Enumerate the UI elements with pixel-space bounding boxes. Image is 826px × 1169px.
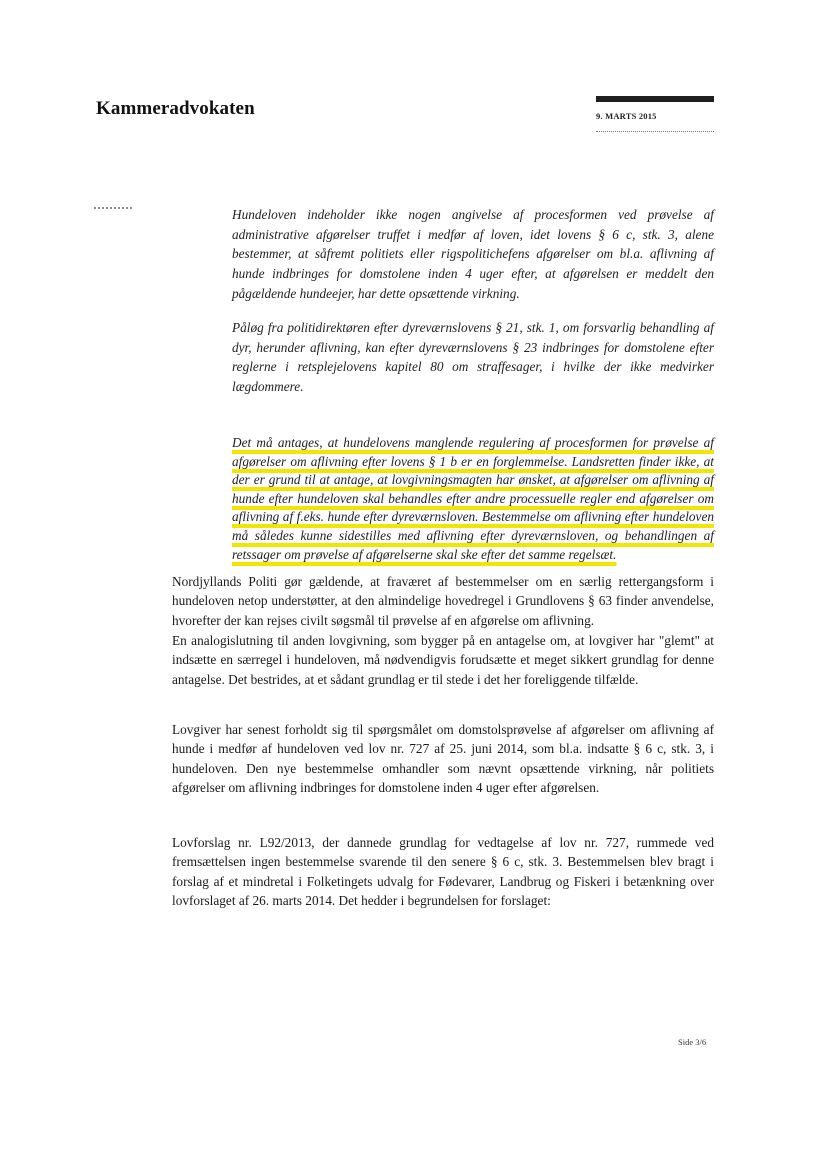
quote-block-2: Påløg fra politidirektøren efter dyreværnslovens § 21, stk. 1, om forsvarlig behandling af dyr, herunder aflivning, kan efter dyreværnslovens § 23 indbringes for domstolene efter reglerne i retsplejelovens kapitel 80 om straffesager, i hvilke der ikke medvirker lægdommere. (232, 320, 714, 395)
body-paragraph-4: Lovforslag nr. L92/2013, der dannede grundlag for vedtagelse af lov nr. 727, rummede ved fremsættelsen ingen bestemmelse svarende til den senere § 6 c, stk. 3. Bestemmelsen blev bragt i forslag af et mindretal i Folketingets udvalg for Fødevarer, Landbrug og Fiskeri i betænkning over lovforslaget af 26. marts 2014. Det hedder i begrundelsen for forslaget: (172, 835, 714, 909)
quote-block-1: Hundeloven indeholder ikke nogen angivelse af procesformen ved prøvelse af administrative afgørelser truffet i medfør af loven, idet lovens § 6 c, stk. 3, alene bestemmer, at såfremt politiets eller rigspolitichefens afgørelser om bl.a. aflivning af hunde indbringes for domstolene inden 4 uger efter, at afgørelsen er meddelt den pågældende hundeejer, har dette opsættende virkning. (232, 207, 714, 301)
body-paragraph-3: Lovgiver har senest forholdt sig til spørgsmålet om domstolsprøvelse af afgørelser om aflivning af hunde i medfør af hundeloven ved lov nr. 727 af 25. juni 2014, som bl.a. indsatte § 6 c, stk. 3, i hundeloven. Den nye bestemmelse omhandler som nævnt opsættende virkning, når politiets afgørelser om aflivning indbringes for domstolene inden 4 uger efter afgørelsen. (172, 722, 714, 796)
header-bar (596, 96, 714, 102)
body-paragraph-2: En analogislutning til anden lovgivning, som bygger på en antagelse om, at lovgiver har "glemt" at indsætte en særregel i hundeloven, må nødvendigvis forudsætte et meget sikkert grundlag for denne antagelse. Det bestrides, at et sådant grundlag er til stede i det her foreliggende tilfælde. (172, 633, 714, 687)
page-number: Side 3/6 (678, 1037, 707, 1047)
margin-mark (94, 207, 132, 209)
body-paragraph-1: Nordjyllands Politi gør gældende, at fraværet af bestemmelser om en særlig rettergangsform i hundeloven netop understøtter, at den almindelige hovedregel i Grundlovens § 63 finder anvendelse, hvorefter der kan rejses civilt søgsmål til prøvelse af en afgørelse om aflivning. (172, 574, 714, 628)
highlighted-text: Det må antages, at hundelovens manglende regulering af procesformen for prøvelse af afgørelser om aflivning efter lovens § 1 b er en forglemmelse. Landsretten finder ikke, at der er grund til at antage, at lovgivningsmagten har ønsket, at afgørelser om aflivning af hunde efter hundeloven skal behandles efter andre processuelle regler end afgørelser om aflivning af f.eks. hunde efter dyreværnsloven. Bestemmelse om aflivning efter hundeloven må således kunne sidestilles med aflivning efter dyreværnsloven, og behandlingen af retssager om prøvelse af afgørelserne skal ske efter det samme regelsæt. (232, 435, 714, 562)
quote-block-highlighted (232, 434, 714, 564)
document-date: 9. MARTS 2015 (596, 111, 657, 121)
header-rule (596, 131, 714, 132)
firm-logo: Kammeradvokaten (96, 98, 255, 119)
